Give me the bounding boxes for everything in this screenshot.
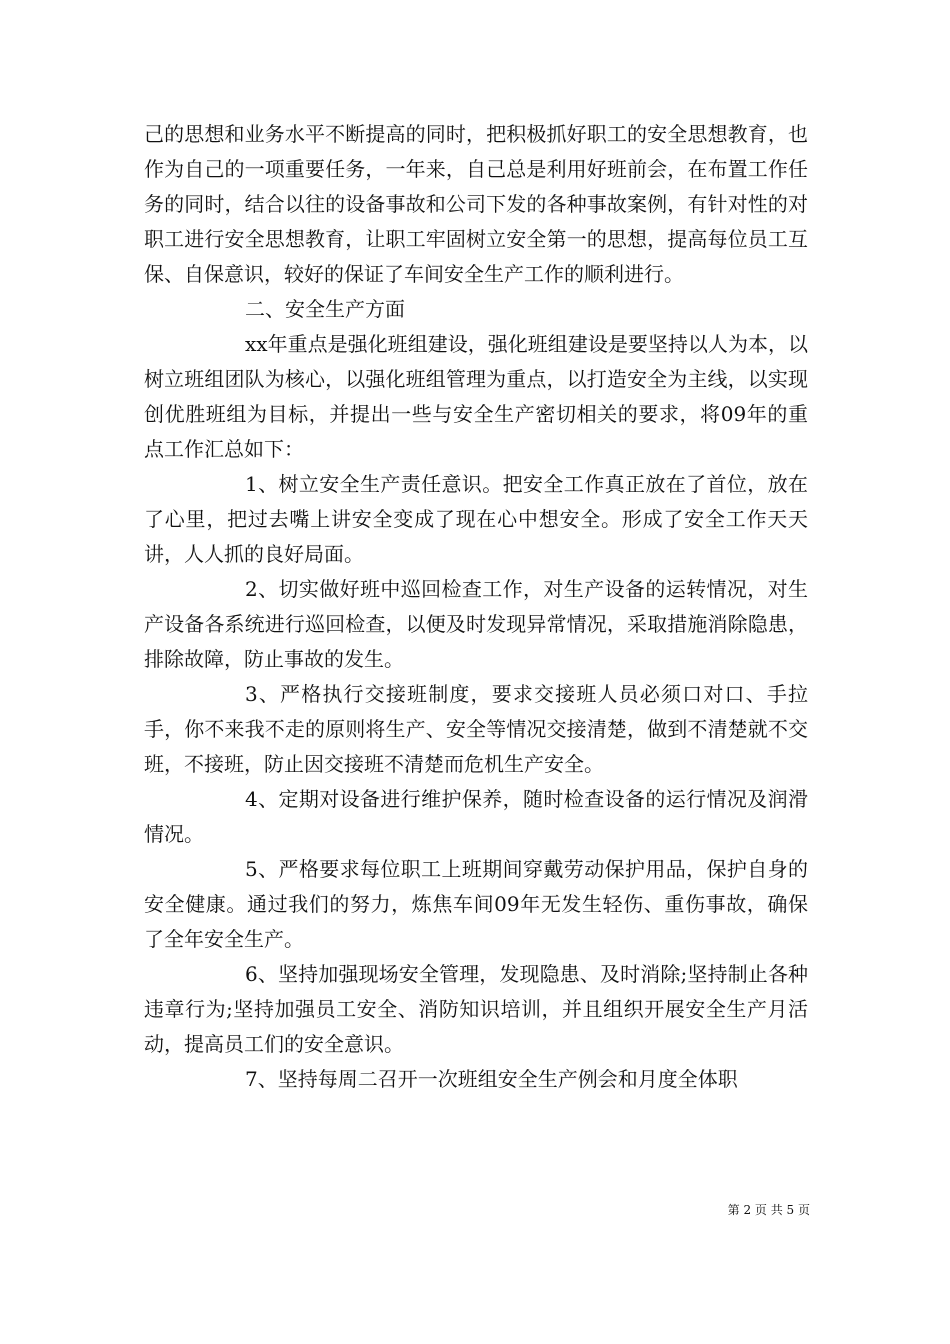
document-body xyxy=(144,117,808,1097)
section-heading: 二、安全生产方面 xyxy=(245,297,405,321)
list-item: 1、树立安全生产责任意识。把安全工作真正放在了首位，放在了心里，把过去嘴上讲安全变成了现在心中想安全。形成了安全工作天天讲，人人抓的良好局面。 xyxy=(144,472,808,566)
paragraph-continuation: 己的思想和业务水平不断提高的同时，把积极抓好职工的安全思想教育，也作为自己的一项重要任务，一年来，自己总是利用好班前会，在布置工作任务的同时，结合以往的设备事故和公司下发的各种事故案例，有针对性的对职工进行安全思想教育，让职工牢固树立安全第一的思想，提高每位员工互保、自保意识，较好的保证了车间安全生产工作的顺利进行。 xyxy=(144,122,808,286)
paragraph-intro: xx年重点是强化班组建设，强化班组建设是要坚持以人为本，以树立班组团队为核心，以强化班组管理为重点，以打造安全为主线，以实现创优胜班组为目标，并提出一些与安全生产密切相关的要求，将09年的重点工作汇总如下： xyxy=(144,332,808,461)
list-item: 3、严格执行交接班制度，要求交接班人员必须口对口、手拉手，你不来我不走的原则将生产、安全等情况交接清楚，做到不清楚就不交班，不接班，防止因交接班不清楚而危机生产安全。 xyxy=(144,682,808,776)
list-item: 5、严格要求每位职工上班期间穿戴劳动保护用品，保护自身的安全健康。通过我们的努力，炼焦车间09年无发生轻伤、重伤事故，确保了全年安全生产。 xyxy=(144,857,808,951)
list-item: 2、切实做好班中巡回检查工作，对生产设备的运转情况，对生产设备各系统进行巡回检查，以便及时发现异常情况，采取措施消除隐患，排除故障，防止事故的发生。 xyxy=(144,577,808,671)
list-item: 7、坚持每周二召开一次班组安全生产例会和月度全体职 xyxy=(245,1067,738,1091)
list-item: 6、坚持加强现场安全管理，发现隐患、及时消除;坚持制止各种违章行为;坚持加强员工安全、消防知识培训，并且组织开展安全生产月活动，提高员工们的安全意识。 xyxy=(144,962,808,1056)
list-item: 4、定期对设备进行维护保养，随时检查设备的运行情况及润滑情况。 xyxy=(144,787,808,846)
page-number: 第 2 页 共 5 页 xyxy=(727,1203,810,1217)
